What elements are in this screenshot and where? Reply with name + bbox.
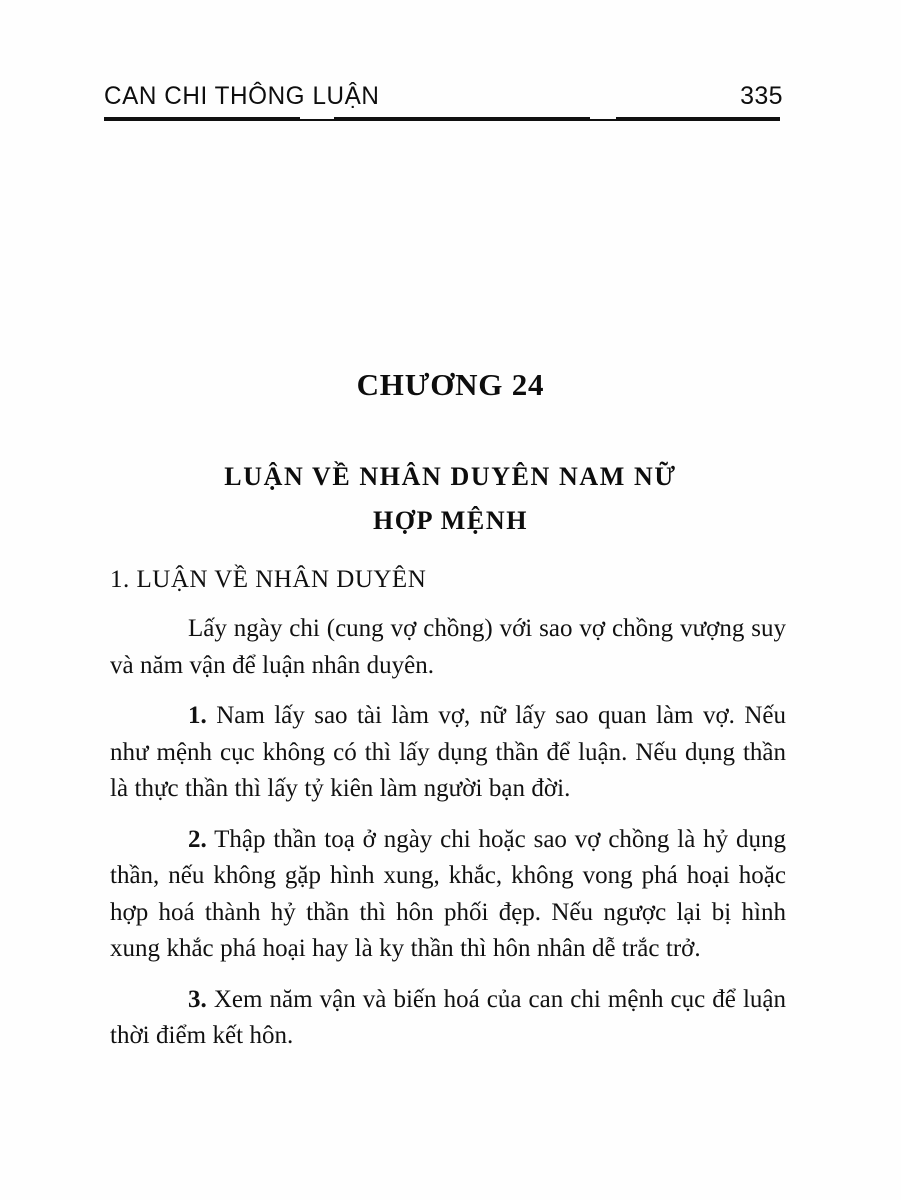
page-number: 335 bbox=[740, 82, 783, 110]
chapter-title bbox=[0, 455, 901, 543]
running-head bbox=[104, 82, 783, 116]
paragraph-item-1 bbox=[110, 698, 786, 808]
body-column bbox=[110, 563, 786, 1055]
running-head-title: CAN CHI THÔNG LUẬN bbox=[104, 82, 380, 110]
paragraph-text: Thập thần toạ ở ngày chi hoặc sao vợ chồng là hỷ dụng thần, nếu không gặp hình xung, khắc, không vong phá hoại hoặc hợp hoá thành hỷ thần thì hôn phối đẹp. Nếu ngược lại bị hình xung khắc phá hoại hay là ky thần thì hôn nhân dễ trắc trở. bbox=[110, 825, 787, 962]
list-marker: 2. bbox=[188, 825, 207, 853]
list-marker: 3. bbox=[188, 985, 207, 1013]
paragraph-item-3 bbox=[110, 982, 786, 1055]
list-marker: 1. bbox=[188, 702, 207, 729]
paragraph-item-2 bbox=[110, 822, 786, 968]
section-heading: 1. LUẬN VỀ NHÂN DUYÊN bbox=[110, 566, 427, 593]
paragraph-intro: Lấy ngày chi (cung vợ chồng) với sao vợ chồng vượng suy và năm vận để luận nhân duyên. bbox=[110, 615, 786, 679]
header-rule bbox=[104, 117, 780, 121]
paragraph-text: Xem năm vận và biến hoá của can chi mệnh cục để luận thời điểm kết hôn. bbox=[110, 985, 786, 1049]
paragraph-text: Nam lấy sao tài làm vợ, nữ lấy sao quan làm vợ. Nếu như mệnh cục không có thì lấy dụng thần để luận. Nếu dụng thần là thực thần thì lấy tỷ kiên làm người bạn đời. bbox=[110, 702, 787, 802]
chapter-title-line-2: HỢP MỆNH bbox=[372, 506, 529, 535]
chapter-number: CHƯƠNG 24 bbox=[356, 367, 545, 402]
chapter-title-line-1: LUẬN VỀ NHÂN DUYÊN NAM NỮ bbox=[224, 462, 677, 491]
